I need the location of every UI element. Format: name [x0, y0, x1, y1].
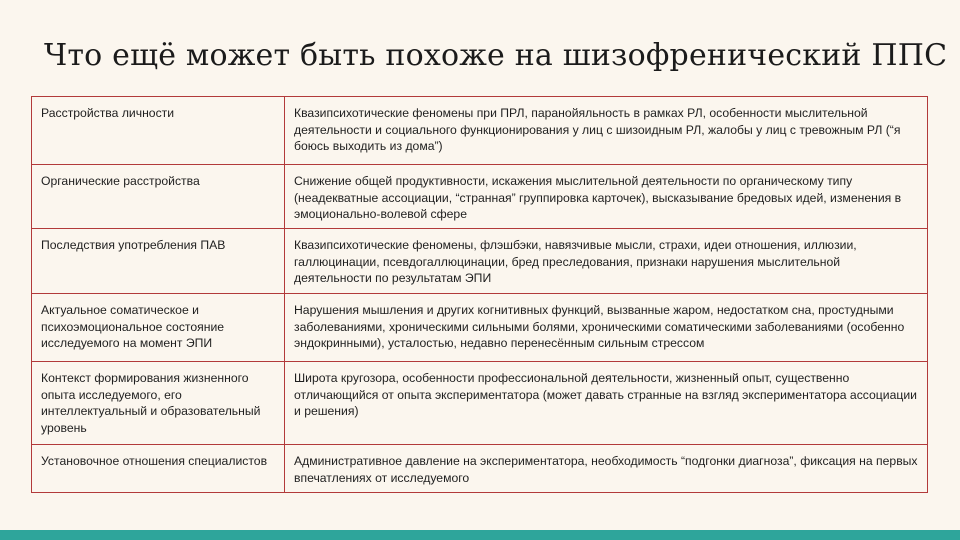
- table-row: [32, 362, 928, 445]
- row-description: Административное давление на экспериментатора, необходимость “подгонки диагноза”, фиксация на первых впечатлениях от исследуемого: [285, 445, 928, 493]
- table-row: [32, 165, 928, 229]
- row-description: Квазипсихотические феномены, флэшбэки, навязчивые мысли, страхи, идеи отношения, иллюзии, галлюцинации, псевдогаллюцинации, бред преследования, признаки нарушения мыслительной деятельности по результатам ЭПИ: [285, 229, 928, 294]
- row-description: Снижение общей продуктивности, искажения мыслительной деятельности по органическому типу (неадекватные ассоциации, “странная” группировка карточек), высказывание бредовых идей, изменения в эмоционально-волевой сфере: [285, 165, 928, 229]
- row-label: Последствия употребления ПАВ: [32, 229, 285, 294]
- table-row: [32, 97, 928, 165]
- row-description: Квазипсихотические феномены при ПРЛ, паранойяльность в рамках РЛ, особенности мыслительной деятельности и социального функционирования у лиц с шизоидным РЛ, жалобы у лиц с тревожным РЛ (“я боюсь выходить из дома”): [285, 97, 928, 165]
- row-label: Актуальное соматическое и психоэмоциональное состояние исследуемого на момент ЭПИ: [32, 294, 285, 362]
- row-label: Органические расстройства: [32, 165, 285, 229]
- table-row: [32, 294, 928, 362]
- slide-title: Что ещё может быть похоже на шизофренический ППС: [44, 38, 948, 73]
- table-row: [32, 445, 928, 493]
- footer-accent-bar: [0, 530, 960, 540]
- table-row: [32, 229, 928, 294]
- row-description: Широта кругозора, особенности профессиональной деятельности, жизненный опыт, существенно отличающийся от опыта экспериментатора (может давать странные на взгляд экспериментатора ассоциации и решения): [285, 362, 928, 445]
- row-label: Установочное отношения специалистов: [32, 445, 285, 493]
- row-label: Расстройства личности: [32, 97, 285, 165]
- comparison-table: [31, 96, 928, 493]
- row-label: Контекст формирования жизненного опыта исследуемого, его интеллектуальный и образовательный уровень: [32, 362, 285, 445]
- row-description: Нарушения мышления и других когнитивных функций, вызванные жаром, недостатком сна, простудными заболеваниями, хроническими сильными болями, хроническими соматическими заболеваниями (особенно эндокринными), усталостью, недавно перенесённым сильным стрессом: [285, 294, 928, 362]
